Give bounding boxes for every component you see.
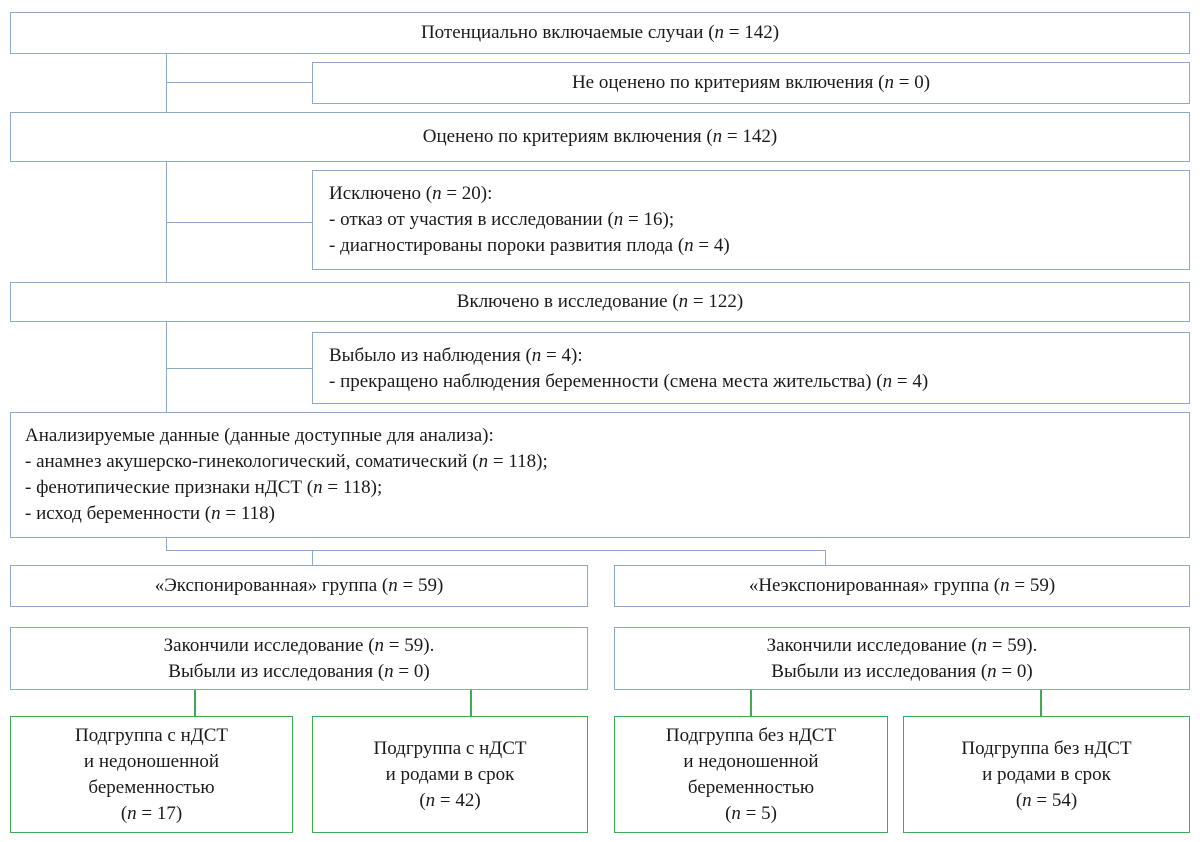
excluded-line-2: - отказ от участия в исследовании (n = 16);: [329, 209, 675, 230]
exposed-completed-line-2: Выбыли из исследования (n = 0): [168, 660, 430, 682]
excluded-line-3: - диагностированы пороки развития плода (n = 4): [329, 235, 730, 256]
connector-split-right: [825, 550, 826, 565]
connector-branch-3: [166, 368, 312, 369]
box-assessed: [10, 112, 1190, 162]
box-exposed-completed: [10, 627, 588, 690]
connector-branch-1: [166, 82, 312, 83]
potential-cases-text: Потенциально включаемые случаи (n = 142): [420, 22, 780, 43]
subgroup-2-line-2: и родами в срок: [385, 763, 515, 785]
box-subgroup-no-ndst-preterm: [614, 716, 888, 833]
box-analyzed: [10, 412, 1190, 538]
subgroup-1-line-3: беременностью: [88, 776, 215, 798]
subgroup-4-line-1: Подгруппа без нДСТ: [961, 737, 1132, 759]
connector-split-down: [166, 538, 167, 550]
analyzed-line-2: - анамнез акушерско-гинекологический, соматический (n = 118);: [25, 451, 548, 472]
unexposed-completed-line-1: Закончили исследование (n = 59).: [766, 634, 1038, 656]
dropped-line-2: - прекращено наблюдения беременности (смена места жительства) (n = 4): [329, 371, 929, 392]
unexposed-completed-line-2: Выбыли из исследования (n = 0): [771, 660, 1033, 682]
subgroup-3-line-1: Подгруппа без нДСТ: [665, 724, 837, 746]
connector-branch-2: [166, 222, 312, 223]
subgroup-1-line-1: Подгруппа с нДСТ: [75, 724, 228, 746]
box-subgroup-ndst-preterm: [10, 716, 293, 833]
subgroup-3-line-3: беременностью: [687, 776, 815, 798]
exposed-group-title: «Экспонированная» группа (n = 59): [154, 575, 444, 596]
box-subgroup-no-ndst-term: [903, 716, 1190, 833]
connector-trunk-1: [166, 54, 167, 112]
connector-split-horizontal: [166, 550, 826, 551]
unexposed-group-title: «Неэкспонированная» группа (n = 59): [748, 575, 1056, 596]
analyzed-line-3: - фенотипические признаки нДСТ (n = 118);: [25, 477, 383, 498]
dropped-line-1: Выбыло из наблюдения (n = 4):: [329, 345, 583, 366]
box-subgroup-ndst-term: [312, 716, 588, 833]
box-dropped: [312, 332, 1190, 404]
not-assessed-text: Не оценено по критериям включения (n = 0): [571, 72, 931, 93]
exposed-completed-line-1: Закончили исследование (n = 59).: [163, 634, 435, 656]
connector-split-left: [312, 550, 313, 565]
included-text: Включено в исследование (n = 122): [456, 291, 744, 312]
analyzed-line-4: - исход беременности (n = 118): [25, 503, 275, 524]
subgroup-3-line-4: (n = 5): [725, 802, 777, 824]
box-unexposed-group: [614, 565, 1190, 607]
subgroup-2-line-3: (n = 42): [419, 789, 481, 811]
box-unexposed-completed: [614, 627, 1190, 690]
connector-sub-1: [194, 690, 196, 716]
box-exposed-group: [10, 565, 588, 607]
box-excluded: [312, 170, 1190, 270]
box-potential-cases: [10, 12, 1190, 54]
analyzed-line-1: Анализируемые данные (данные доступные для анализа):: [25, 425, 494, 446]
subgroup-3-line-2: и недоношенной: [683, 750, 819, 772]
connector-sub-2: [470, 690, 472, 716]
connector-trunk-3: [166, 322, 167, 412]
subgroup-4-line-3: (n = 54): [1015, 789, 1078, 811]
subgroup-1-line-4: (n = 17): [120, 802, 183, 824]
connector-sub-3: [750, 690, 752, 716]
box-not-assessed: [312, 62, 1190, 104]
subgroup-4-line-2: и родами в срок: [982, 763, 1111, 785]
connector-sub-4: [1040, 690, 1042, 716]
subgroup-2-line-1: Подгруппа с нДСТ: [373, 737, 527, 759]
assessed-text: Оценено по критериям включения (n = 142): [422, 126, 778, 147]
box-included: [10, 282, 1190, 322]
subgroup-1-line-2: и недоношенной: [83, 750, 220, 772]
excluded-line-1: Исключено (n = 20):: [329, 183, 493, 204]
